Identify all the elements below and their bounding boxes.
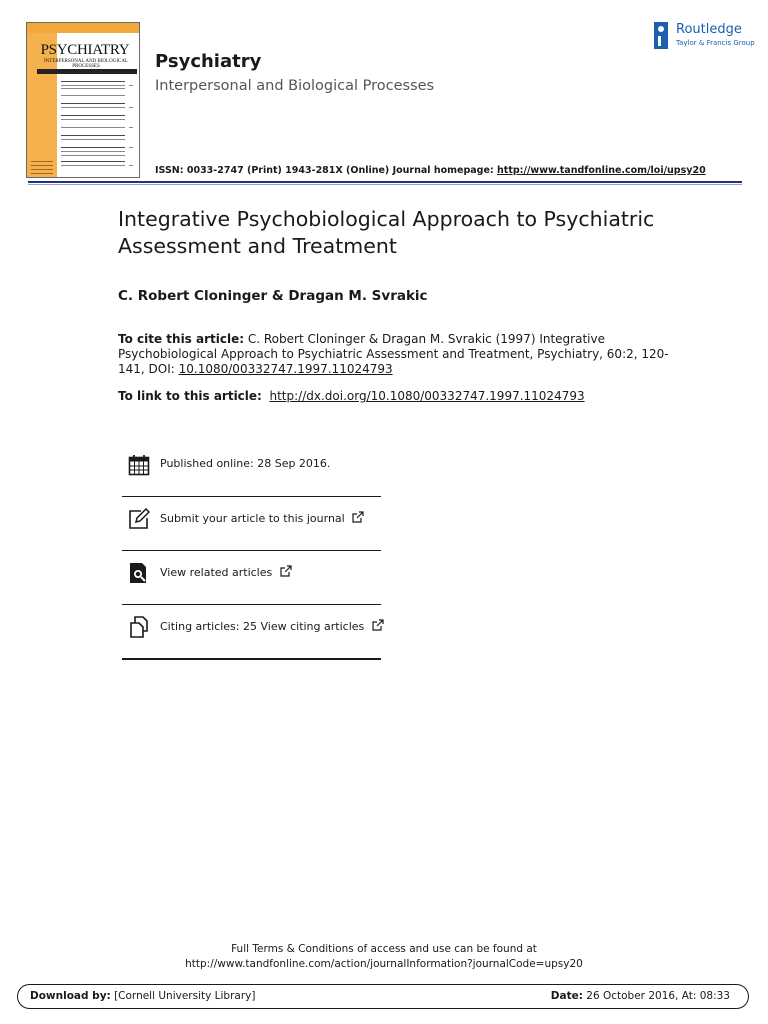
- journal-homepage-link[interactable]: http://www.tandfonline.com/loi/upsy20: [497, 165, 706, 176]
- terms-line-1: Full Terms & Conditions of access and use can be found at: [231, 943, 537, 955]
- journal-subtitle: Interpersonal and Biological Processes: [155, 78, 435, 94]
- search-document-icon: [128, 562, 150, 584]
- calendar-icon: [128, 454, 150, 476]
- publisher-name: Routledge: [676, 22, 742, 37]
- article-doi-link[interactable]: http://dx.doi.org/10.1080/00332747.1997.11024793: [269, 389, 585, 403]
- download-by-value: [Cornell University Library]: [114, 990, 256, 1002]
- citation-label: To cite this article:: [118, 332, 245, 346]
- external-link-icon: [372, 619, 384, 631]
- publisher-logo: [654, 22, 755, 50]
- article-authors: C. Robert Cloninger & Dragan M. Svrakic: [118, 288, 428, 304]
- journal-name: Psychiatry: [155, 51, 262, 72]
- citation-block: [118, 332, 678, 377]
- article-link-label: To link to this article:: [118, 389, 262, 403]
- cover-subtitle: INTERPERSONAL AND BIOLOGICAL PROCESSES: [44, 59, 128, 69]
- cover-title: PSYCHIATRY: [40, 42, 130, 58]
- header-divider-thin: [28, 184, 742, 185]
- terms-url[interactable]: http://www.tandfonline.com/action/journalInformation?journalCode=upsy20: [185, 958, 583, 970]
- external-link-icon: [352, 511, 364, 523]
- submit-article-item[interactable]: [122, 497, 381, 551]
- issn-line: [155, 165, 706, 176]
- citing-articles-label: Citing articles: 25 View citing articles: [160, 620, 365, 633]
- download-info-bar: [17, 984, 749, 1009]
- published-online-item: [122, 443, 381, 497]
- citation-doi-link[interactable]: 10.1080/00332747.1997.11024793: [178, 362, 393, 376]
- related-articles-label: View related articles: [160, 566, 273, 579]
- download-date-label: Date:: [550, 990, 583, 1002]
- journal-cover-thumbnail: [26, 22, 140, 178]
- terms-notice: [0, 942, 768, 972]
- header-divider: [28, 181, 742, 183]
- citing-articles-item[interactable]: [122, 605, 381, 660]
- cover-top-band: [27, 23, 139, 33]
- download-by: [30, 990, 255, 1002]
- copy-pages-icon: [128, 616, 150, 638]
- edit-icon: [128, 508, 150, 530]
- article-link-block: [118, 389, 585, 404]
- issn-text: ISSN: 0033-2747 (Print) 1943-281X (Online) Journal homepage:: [155, 165, 494, 176]
- related-articles-item[interactable]: [122, 551, 381, 605]
- cover-title-bar: [37, 69, 137, 74]
- download-date: [551, 990, 730, 1002]
- download-by-label: Download by:: [30, 990, 111, 1002]
- routledge-mark-icon: [654, 22, 668, 49]
- external-link-icon: [280, 565, 292, 577]
- article-actions-list: [122, 443, 381, 660]
- publisher-group: Taylor & Francis Group: [676, 39, 755, 47]
- download-date-value: 26 October 2016, At: 08:33: [586, 990, 730, 1002]
- article-title: Integrative Psychobiological Approach to Psychiatric Assessment and Treatment: [118, 207, 655, 258]
- published-online-label: Published online: 28 Sep 2016.: [160, 457, 331, 470]
- submit-article-label: Submit your article to this journal: [160, 512, 345, 525]
- citation-text: C. Robert Cloninger & Dragan M. Svrakic (1997) Integrative Psychobiological Approach to Psychiatric Assessment and Treatment, Psychiatry, 60:2, 120-141, DOI:: [118, 332, 669, 376]
